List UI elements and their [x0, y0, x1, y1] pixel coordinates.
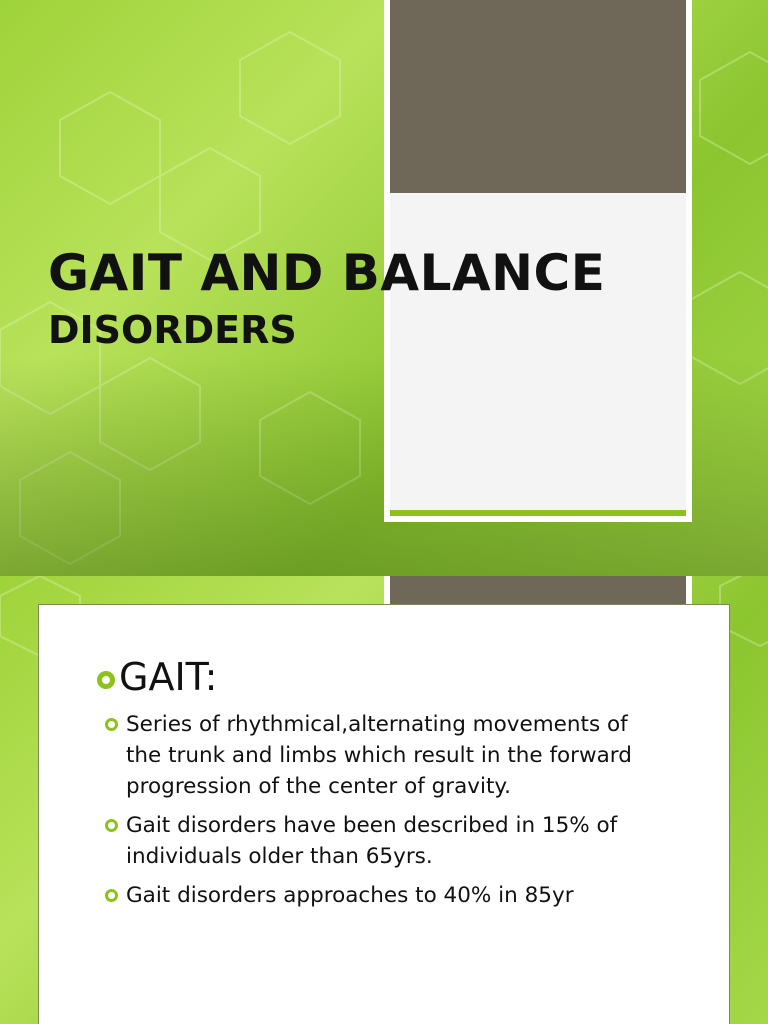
content-slide: [0, 576, 768, 1024]
title-line-1: GAIT AND BALANCE: [48, 244, 606, 302]
list-item-text: Gait disorders have been described in 15% of individuals older than 65yrs.: [126, 813, 618, 869]
list-item: [105, 880, 665, 911]
heading-row: [97, 653, 218, 701]
title-line-2: DISORDERS: [48, 308, 297, 352]
list-item-text: Gait disorders approaches to 40% in 85yr: [126, 883, 574, 908]
bullet-list: [105, 709, 665, 919]
hollow-circle-bullet-icon: [105, 718, 118, 731]
section-heading: GAIT:: [119, 655, 218, 699]
list-item-text: Series of rhythmical,alternating movements of the trunk and limbs which result in the forward progression of the center of gravity.: [126, 712, 632, 799]
content-box: [38, 604, 730, 1024]
list-item: [105, 810, 665, 872]
panel-top-block: [390, 0, 686, 193]
hollow-circle-bullet-icon: [97, 671, 115, 689]
hollow-circle-bullet-icon: [105, 819, 118, 832]
list-item: [105, 709, 665, 802]
panel-accent-line: [390, 510, 686, 516]
hollow-circle-bullet-icon: [105, 889, 118, 902]
slide-title: [48, 242, 605, 356]
